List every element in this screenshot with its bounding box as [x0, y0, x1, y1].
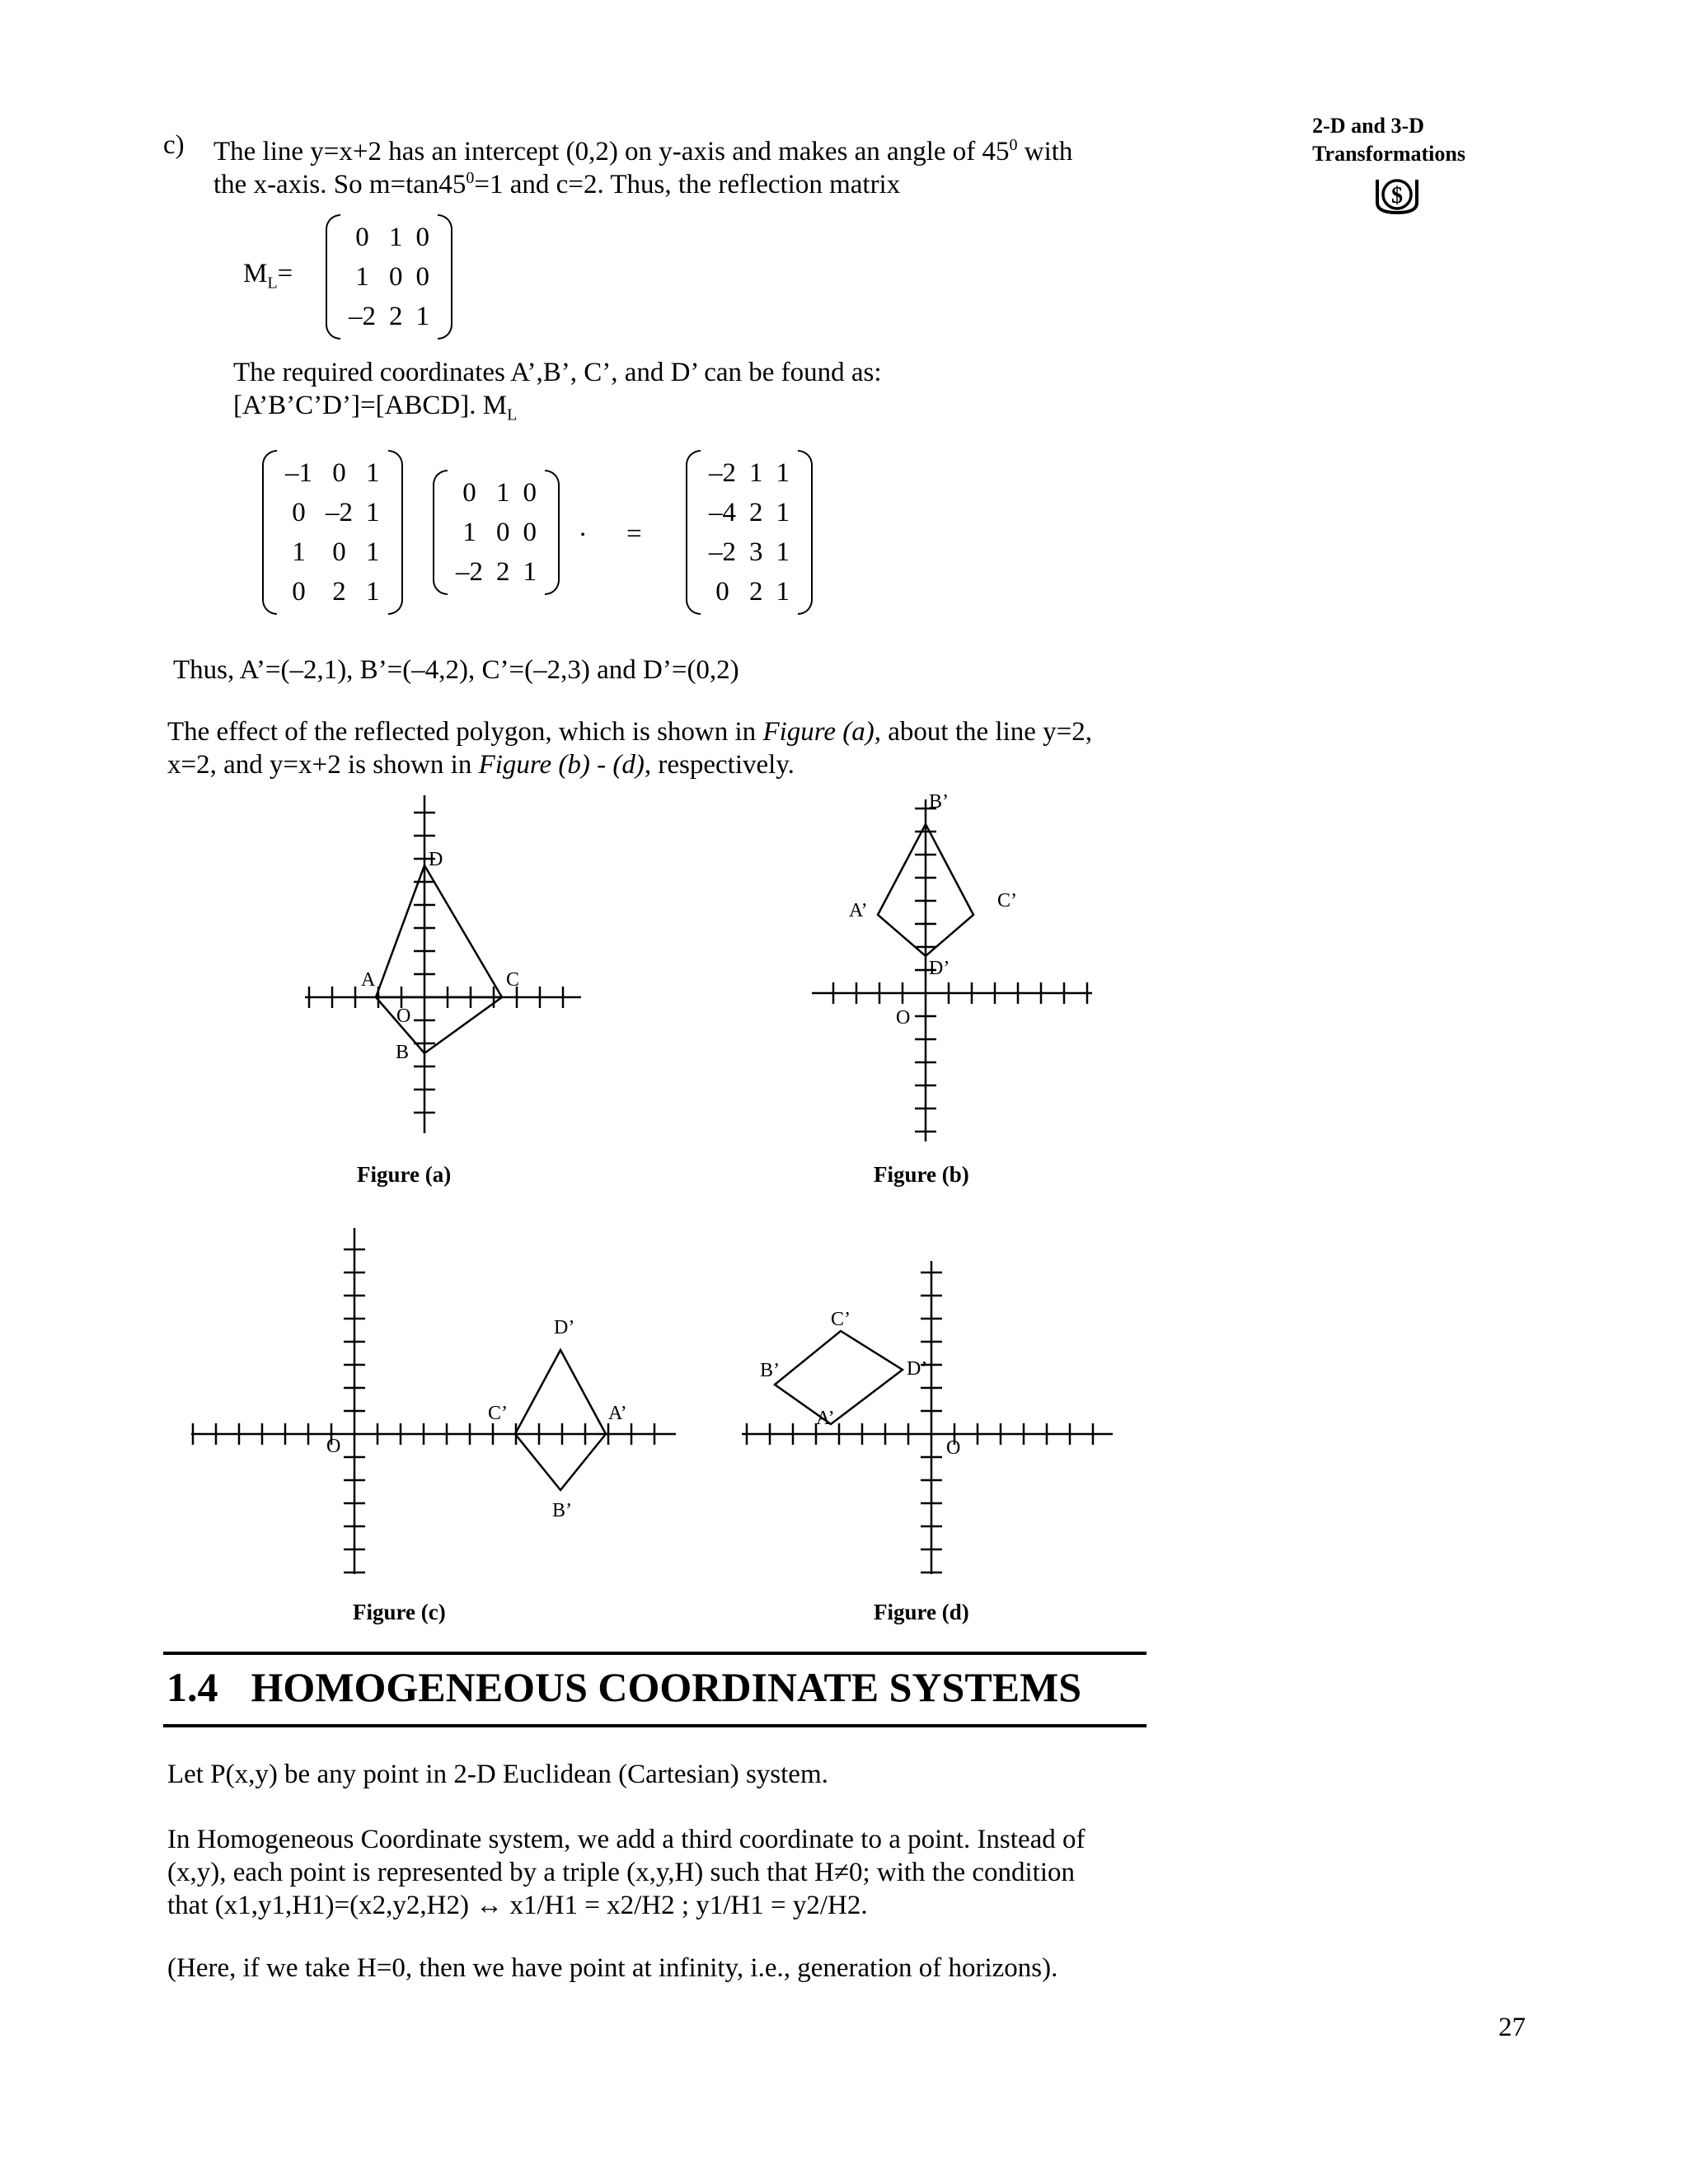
effect-line1-a: The effect of the reflected polygon, which is shown in: [167, 717, 763, 747]
result-matrix-cell: –4: [709, 497, 736, 527]
left-matrix-cell: 0: [332, 457, 346, 488]
product-equals: =: [626, 519, 642, 549]
figure-c-label-o: O: [326, 1436, 341, 1457]
ml-matrix-cell: –2: [349, 301, 376, 331]
figure-d-polygon: [775, 1331, 903, 1424]
ml-matrix: [326, 214, 452, 340]
section-rule-bottom: [163, 1724, 1146, 1727]
figure-a-label-b: B: [396, 1042, 410, 1063]
section-heading: [166, 1663, 1081, 1711]
figure-d-diagram: [734, 1244, 1121, 1582]
ml-matrix-cell: 0: [415, 261, 429, 292]
result-matrix-cell: –2: [709, 537, 736, 567]
figure-a-diagram: [288, 791, 602, 1146]
result-matrix-cell: 2: [749, 497, 763, 527]
page-number: 27: [1498, 2013, 1526, 2042]
required-line2-text: [A’B’C’D’]=[ABCD]. M: [233, 391, 508, 420]
section-title: HOMOGENEOUS COORDINATE SYSTEMS: [251, 1664, 1082, 1710]
para3: (Here, if we take H=0, then we have point at infinity, i.e., generation of horizons).: [167, 1953, 1058, 1983]
figure-c-label-d: D’: [554, 1317, 575, 1338]
part-c-line2-text: the x-axis. So m=tan45: [213, 170, 467, 199]
result-matrix-cell: 0: [715, 576, 729, 607]
middle-matrix-cell: 0: [523, 517, 537, 547]
left-matrix-cell: –1: [285, 457, 312, 488]
figure-b-label-o: O: [896, 1007, 911, 1029]
figure-c-polygon: [515, 1350, 606, 1490]
university-logo-icon: [1372, 171, 1422, 216]
result-matrix-cell: –2: [709, 457, 736, 488]
left-matrix-cell: –2: [326, 497, 353, 527]
figure-c-label-a: A’: [608, 1403, 627, 1424]
left-matrix-cell: 0: [292, 576, 306, 607]
result-matrix-cell: 1: [776, 576, 790, 607]
effect-line1: [167, 715, 1092, 748]
part-c-line2: [213, 162, 900, 201]
left-matrix-cell: 1: [366, 457, 380, 488]
middle-matrix-cell: 0: [496, 517, 510, 547]
part-c-line2-end: =1 and c=2. Thus, the reflection matrix: [474, 170, 901, 199]
ml-label-main: M: [243, 259, 268, 288]
figure-d-label-b: B’: [760, 1360, 780, 1381]
figure-b-diagram: [804, 791, 1100, 1146]
left-matrix-cell: 1: [366, 537, 380, 567]
ml-matrix-cell: 2: [389, 301, 403, 331]
effect-line2-a: x=2, and y=x+2 is shown in: [167, 750, 479, 780]
middle-matrix-cell: –2: [456, 556, 483, 587]
result-matrix-cell: 3: [749, 537, 763, 567]
section-rule-top: [163, 1652, 1146, 1655]
figure-b-caption: Figure (b): [874, 1162, 969, 1187]
middle-matrix-cell: 2: [496, 556, 510, 587]
degree-superscript: 0: [1009, 136, 1018, 154]
result-line: Thus, A’=(–2,1), B’=(–4,2), C’=(–2,3) and D’=(0,2): [173, 655, 739, 685]
para2-line2: (x,y), each point is represented by a triple (x,y,H) such that H≠0; with the condition: [167, 1858, 1076, 1887]
figure-c-diagram: [181, 1212, 692, 1582]
middle-matrix-cell: 0: [462, 477, 476, 508]
middle-matrix-cell: 1: [523, 556, 537, 587]
side-header-line2: Transformations: [1312, 142, 1465, 166]
figure-a-label-a: A: [361, 969, 376, 991]
figure-a-ref: Figure (a): [762, 717, 874, 747]
ml-label: [243, 257, 293, 300]
para2-line3: that (x1,y1,H1)=(x2,y2,H2) ↔ x1/H1 = x2/H2 ; y1/H1 = y2/H2.: [167, 1891, 868, 1920]
part-c-line1-end: with: [1017, 137, 1073, 166]
product-dot: .: [579, 513, 587, 542]
result-matrix-cell: 1: [749, 457, 763, 488]
figure-bd-ref: Figure (b) - (d): [478, 750, 645, 780]
figure-b-label-c: C’: [997, 890, 1017, 912]
result-matrix-cell: 1: [776, 457, 790, 488]
part-c-label: c): [163, 130, 185, 160]
para2-line1: In Homogeneous Coordinate system, we add a third coordinate to a point. Instead of: [167, 1825, 1085, 1854]
effect-line2-b: , respectively.: [644, 750, 795, 780]
figure-c-label-b: B’: [552, 1500, 572, 1521]
figure-d-label-d: D’: [907, 1358, 928, 1380]
ml-matrix-cell: 1: [415, 301, 429, 331]
degree-superscript: 0: [466, 169, 475, 187]
left-matrix-cell: 0: [332, 537, 346, 567]
ml-matrix-cell: 0: [355, 222, 369, 252]
figure-d-label-o: O: [946, 1437, 961, 1459]
figure-a-polygon: [376, 865, 502, 1053]
effect-line2: [167, 748, 795, 781]
middle-matrix-cell: 0: [523, 477, 537, 508]
figure-a-label-d: D: [429, 849, 443, 870]
part-c-line1-text: The line y=x+2 has an intercept (0,2) on y-axis and makes an angle of 45: [213, 137, 1010, 166]
figure-a-caption: Figure (a): [357, 1162, 452, 1187]
middle-matrix: [433, 470, 560, 595]
result-matrix-cell: 1: [776, 537, 790, 567]
ml-label-eq: =: [277, 259, 293, 288]
result-matrix-cell: 1: [776, 497, 790, 527]
figure-a-label-o: O: [396, 1005, 411, 1027]
left-matrix-cell: 0: [292, 497, 306, 527]
ml-matrix-cell: 0: [389, 261, 403, 292]
figure-b-label-b: B’: [929, 791, 949, 813]
figure-d-label-a: A’: [816, 1408, 835, 1429]
result-matrix: [686, 450, 813, 615]
ml-label-sub: L: [267, 274, 278, 293]
figure-d-label-c: C’: [831, 1309, 851, 1330]
side-header-line1: 2-D and 3-D: [1312, 114, 1424, 138]
figure-d-caption: Figure (d): [874, 1600, 969, 1624]
svg-text:$: $: [1391, 183, 1403, 209]
result-matrix-cell: 2: [749, 576, 763, 607]
required-line2: [233, 389, 517, 432]
ml-matrix-cell: 1: [389, 222, 403, 252]
figure-b-label-d: D’: [929, 958, 950, 979]
middle-matrix-cell: 1: [496, 477, 510, 508]
section-number: 1.4: [166, 1664, 218, 1710]
required-line2-sub: L: [507, 405, 518, 424]
left-matrix-cell: 2: [332, 576, 346, 607]
para1: Let P(x,y) be any point in 2-D Euclidean (Cartesian) system.: [167, 1760, 828, 1789]
figure-c-caption: Figure (c): [353, 1600, 446, 1624]
left-matrix-cell: 1: [366, 497, 380, 527]
ml-matrix-cell: 1: [355, 261, 369, 292]
left-matrix: [262, 450, 403, 615]
figure-b-label-a: A’: [849, 900, 868, 921]
figure-c-label-c: C’: [488, 1403, 508, 1424]
side-header: [1312, 112, 1465, 168]
figure-a-label-c: C: [506, 969, 520, 991]
left-matrix-cell: 1: [292, 537, 306, 567]
effect-line1-b: , about the line y=2,: [874, 717, 1092, 747]
left-matrix-cell: 1: [366, 576, 380, 607]
ml-matrix-cell: 0: [415, 222, 429, 252]
middle-matrix-cell: 1: [462, 517, 476, 547]
required-line1: The required coordinates A’,B’, C’, and D’ can be found as:: [233, 358, 882, 387]
